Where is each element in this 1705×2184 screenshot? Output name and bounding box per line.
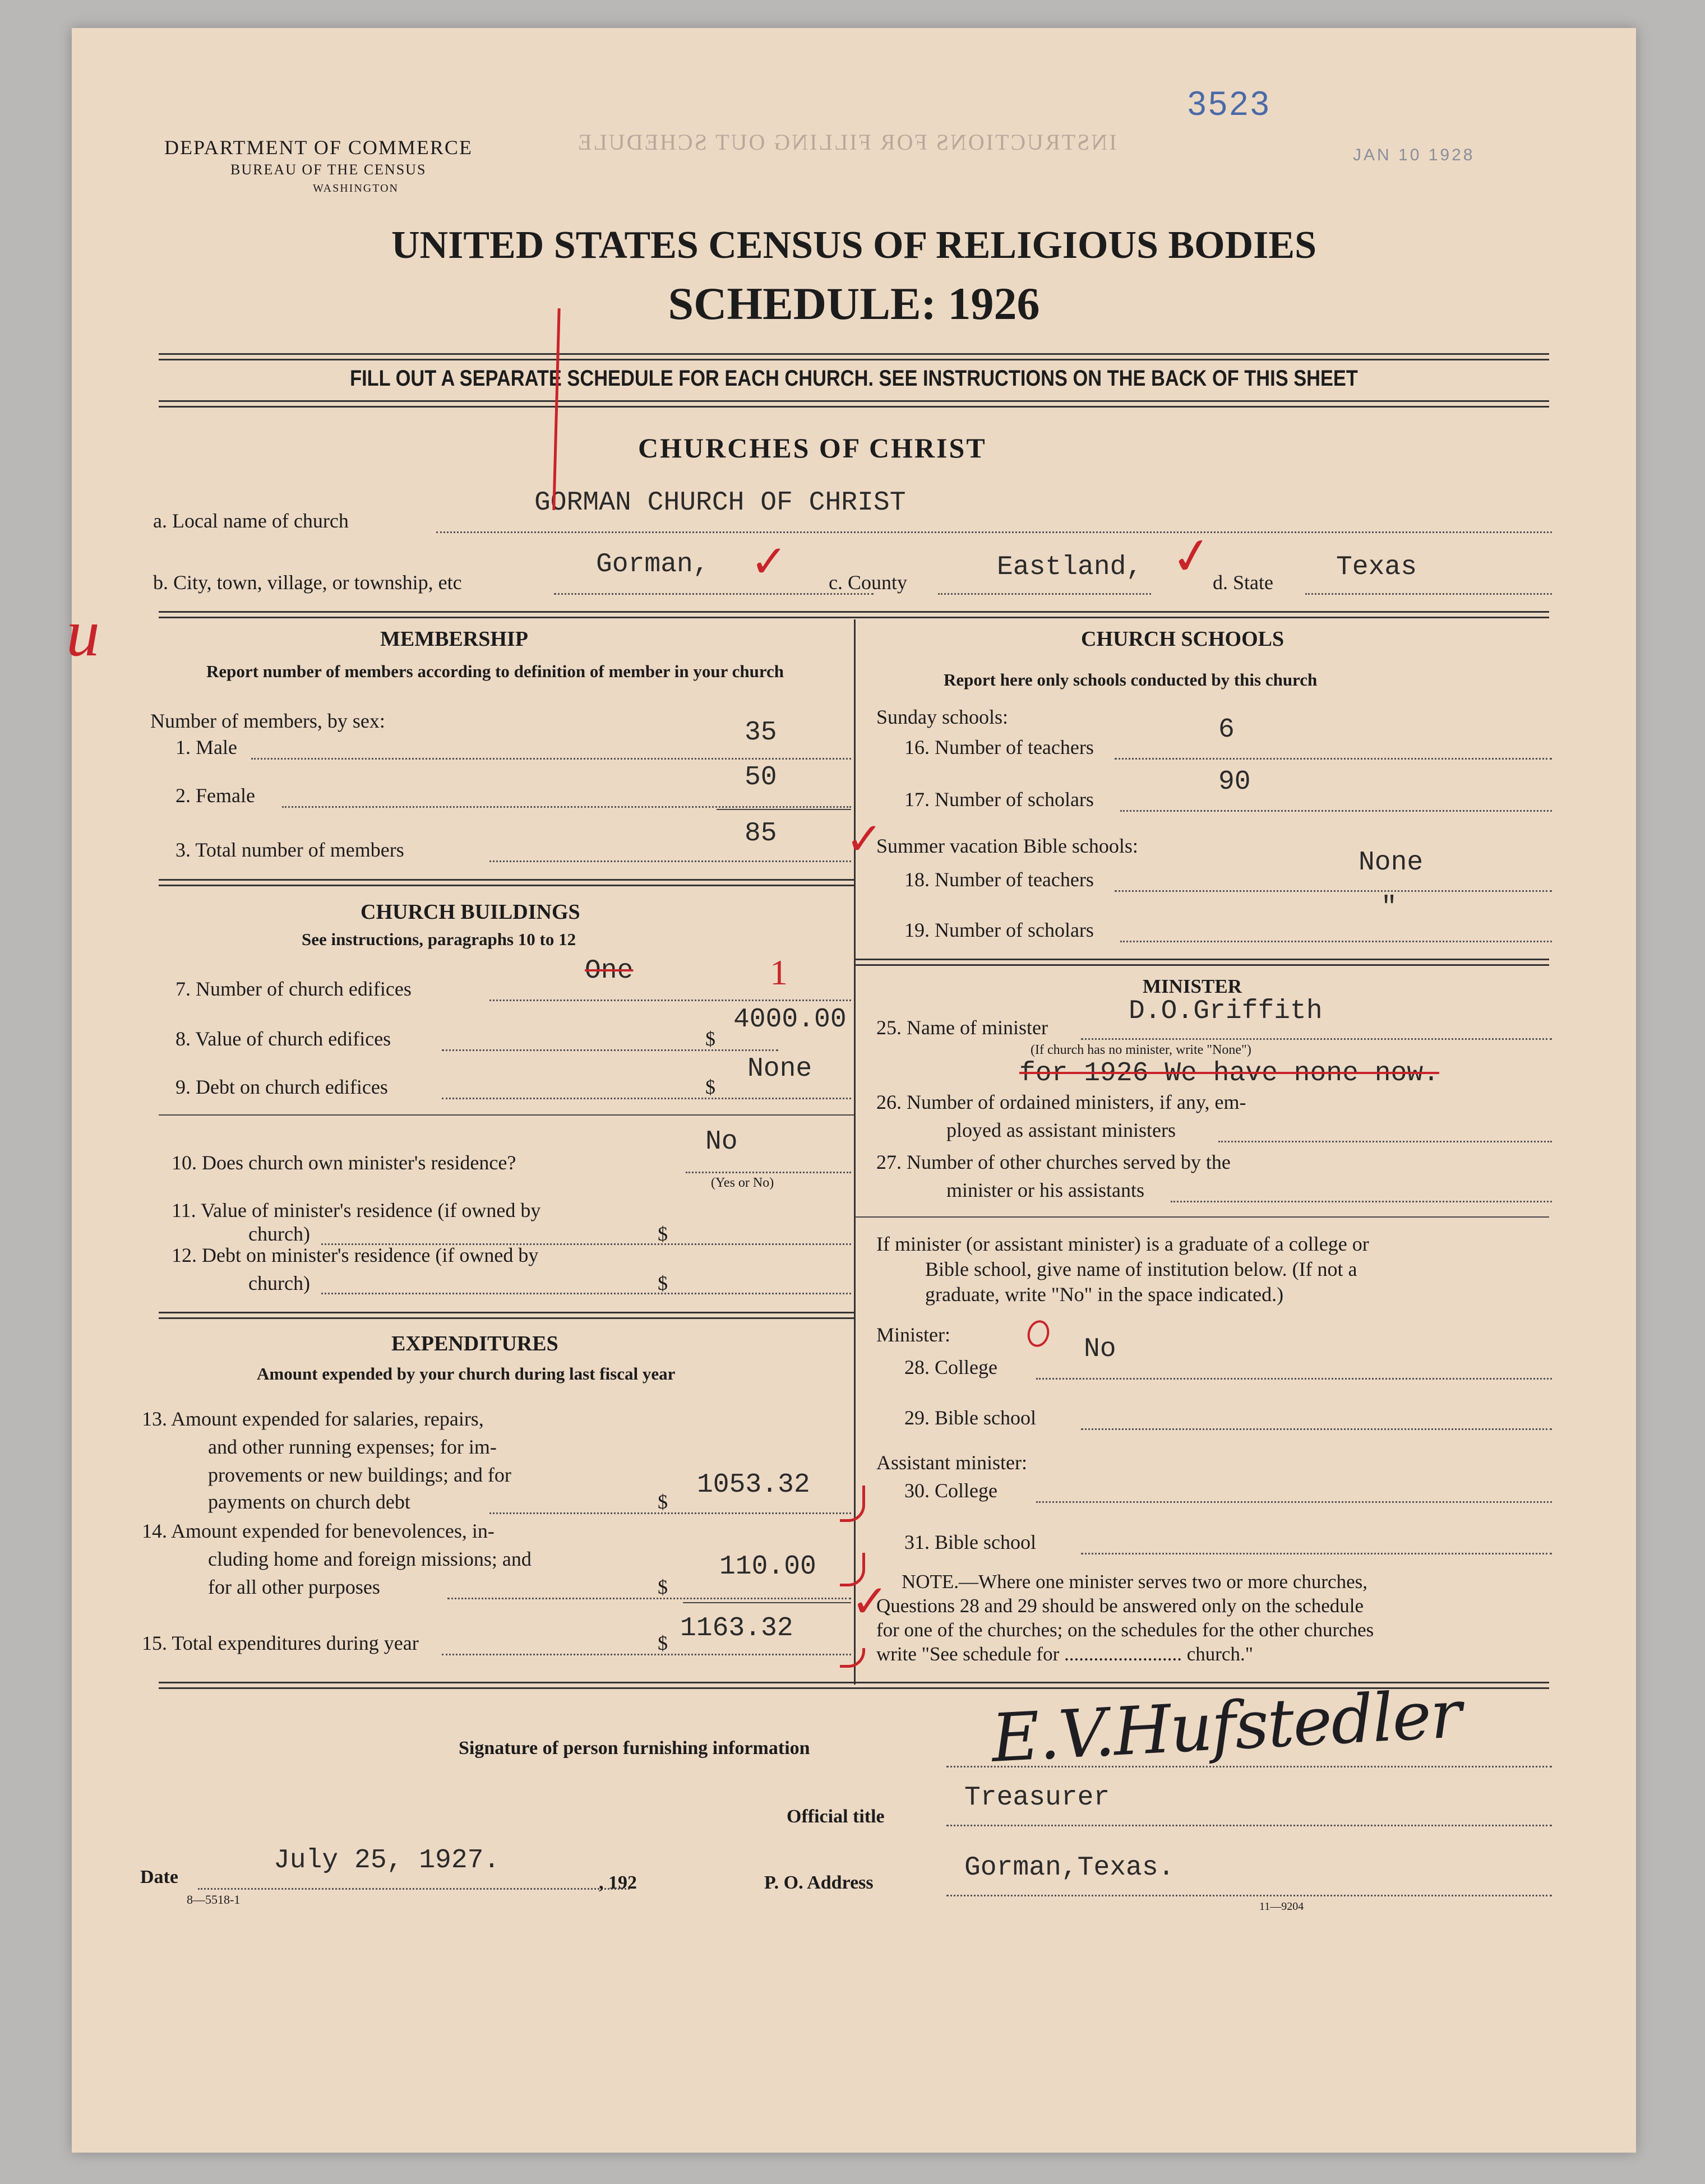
field-line [1036, 1378, 1552, 1380]
assistant-subheading: Assistant minister: [876, 1451, 1027, 1474]
rule [159, 879, 854, 881]
field-line [489, 860, 851, 862]
column-divider [854, 619, 856, 1685]
field-line [436, 531, 1552, 533]
q18-value[interactable]: None [1359, 848, 1424, 878]
note-text-cont: Questions 28 and 29 should be answered only on the schedule [876, 1595, 1364, 1617]
q14-value[interactable]: 110.00 [719, 1552, 816, 1582]
field-line [946, 1825, 1552, 1826]
q14-label: 14. Amount expended for benevolences, in- [142, 1520, 495, 1542]
male-value[interactable]: 35 [745, 718, 777, 748]
field-line [1115, 890, 1552, 892]
instructions-banner: FILL OUT A SEPARATE SCHEDULE FOR EACH CHURCH. SEE INSTRUCTIONS ON THE BACK OF THIS SHEET [350, 366, 1358, 391]
margin-mark: u [66, 595, 100, 670]
q14-label-cont: cluding home and foreign missions; and [208, 1548, 532, 1570]
local-name-value[interactable]: GORMAN CHURCH OF CHRIST [534, 488, 906, 518]
rule [159, 1114, 854, 1116]
dollar-sign: $ [705, 1076, 715, 1098]
signature-handwriting: E.V.Hufstedler [989, 1675, 1463, 1777]
official-title-value[interactable]: Treasurer [964, 1783, 1110, 1813]
field-line [1120, 810, 1552, 812]
rule [159, 1312, 854, 1313]
q19-label: 19. Number of scholars [904, 919, 1094, 941]
date-label: Date [140, 1867, 178, 1887]
field-line [1036, 1501, 1552, 1503]
q13-label: 13. Amount expended for salaries, repairs, [142, 1408, 484, 1430]
q10-label: 10. Does church own minister's residence? [172, 1151, 516, 1174]
field-line [554, 593, 874, 595]
official-title-label: Official title [787, 1806, 885, 1827]
local-name-label: a. Local name of church [153, 510, 349, 532]
field-line [251, 758, 851, 760]
q27-label: 27. Number of other churches served by the [876, 1151, 1231, 1173]
check-mark-icon: ✓ [750, 538, 788, 587]
graduate-note: If minister (or assistant minister) is a graduate of a college or [876, 1233, 1369, 1255]
dollar-sign: $ [658, 1632, 668, 1654]
q8-label: 8. Value of church edifices [175, 1028, 391, 1050]
dollar-sign: $ [658, 1491, 668, 1513]
q16-value[interactable]: 6 [1218, 715, 1235, 745]
received-date-stamp: JAN 10 1928 [1353, 146, 1475, 164]
field-line [686, 1172, 851, 1173]
field-line [489, 1512, 851, 1514]
note-text-cont: write "See schedule for ........................ church." [876, 1643, 1254, 1665]
q25-value[interactable]: D.O.Griffith [1129, 996, 1323, 1026]
field-line [489, 1000, 851, 1001]
schools-note: Report here only schools conducted by this church [944, 670, 1318, 690]
rule [856, 964, 1549, 966]
q28-label: 28. College [904, 1356, 997, 1378]
male-label: 1. Male [175, 736, 237, 758]
rule [159, 885, 854, 886]
field-line [198, 1888, 630, 1890]
field-line [1115, 758, 1552, 760]
rule [159, 611, 1549, 613]
field-line [282, 806, 851, 808]
form-subtitle: SCHEDULE: 1926 [668, 278, 1040, 329]
city-label: b. City, town, village, or township, etc [153, 571, 462, 594]
sum-rule [683, 1602, 851, 1603]
q29-label: 29. Bible school [904, 1406, 1036, 1429]
dollar-sign: $ [658, 1223, 668, 1245]
field-line [1218, 1141, 1552, 1142]
q7-value-struck[interactable]: One [585, 956, 634, 986]
schools-heading: CHURCH SCHOOLS [1081, 627, 1284, 651]
city-value[interactable]: Gorman, [596, 549, 709, 580]
form-code-right: 11—9204 [1259, 1900, 1304, 1913]
q17-value[interactable]: 90 [1218, 767, 1251, 797]
rule [159, 406, 1549, 408]
field-line [1081, 1553, 1552, 1554]
q25-hint: (If church has no minister, write "None") [1031, 1043, 1251, 1057]
field-line [442, 1049, 778, 1051]
rule [856, 959, 1549, 960]
q15-label: 15. Total expenditures during year [142, 1632, 419, 1654]
expenditures-heading: EXPENDITURES [391, 1332, 558, 1355]
field-line [1081, 1428, 1552, 1430]
total-members-label: 3. Total number of members [175, 839, 404, 861]
q12-label: 12. Debt on minister's residence (if owned by [172, 1244, 539, 1266]
signature-label: Signature of person furnishing information [459, 1738, 810, 1759]
field-line [321, 1293, 851, 1294]
field-line [442, 1098, 851, 1099]
dollar-sign: $ [658, 1576, 668, 1598]
bureau-name: BUREAU OF THE CENSUS [230, 161, 427, 178]
q28-value[interactable]: No [1084, 1334, 1116, 1364]
check-mark-icon: ✓ [845, 815, 884, 864]
q11-label: 11. Value of minister's residence (if owned by [172, 1199, 541, 1221]
q26-label-cont: ployed as assistant ministers [946, 1119, 1176, 1141]
minister-heading: MINISTER [1143, 975, 1242, 997]
field-line [1171, 1201, 1552, 1202]
department-name: DEPARTMENT OF COMMERCE [164, 136, 473, 159]
reverse-side-bleed-text: INSTRUCTIONS FOR FILLING OUT SCHEDULE [576, 129, 1117, 155]
red-bracket-mark [840, 1648, 865, 1668]
field-line [946, 1895, 1552, 1896]
q13-label-cont: and other running expenses; for im- [208, 1436, 497, 1458]
denomination-heading: CHURCHES OF CHRIST [638, 432, 987, 464]
q10-hint: (Yes or No) [711, 1176, 774, 1190]
q11-label-cont: church) [248, 1223, 310, 1245]
note-text-cont: for one of the churches; on the schedules for the other churches [876, 1619, 1374, 1641]
members-by-sex-label: Number of members, by sex: [150, 710, 385, 732]
q25-label: 25. Name of minister [876, 1016, 1048, 1039]
q18-label: 18. Number of teachers [904, 868, 1094, 891]
q31-label: 31. Bible school [904, 1531, 1036, 1553]
sum-rule [717, 809, 851, 810]
census-schedule-sheet [66, 28, 1636, 2153]
q7-label: 7. Number of church edifices [175, 978, 412, 1000]
q25-note[interactable]: for 1926-We have none now. [1019, 1058, 1439, 1089]
red-pencil-stroke [552, 308, 560, 510]
q19-value[interactable]: " [1381, 892, 1397, 923]
field-line [442, 1654, 851, 1655]
graduate-note-cont: graduate, write "No" in the space indicated.) [925, 1283, 1284, 1306]
q8-value[interactable]: 4000.00 [733, 1005, 847, 1035]
rule [159, 353, 1549, 355]
q26-label: 26. Number of ordained ministers, if any, em- [876, 1091, 1246, 1113]
minister-subheading: Minister: [876, 1324, 950, 1346]
q27-label-cont: minister or his assistants [946, 1179, 1144, 1201]
note-text: NOTE.—Where one minister serves two or more churches, [902, 1571, 1367, 1593]
q7-correction: 1 [770, 952, 788, 992]
document-number: 3523 [1188, 85, 1272, 122]
county-value[interactable]: Eastland, [997, 552, 1143, 582]
graduate-note-cont: Bible school, give name of institution below. (If not a [925, 1258, 1357, 1280]
rule [159, 1317, 854, 1319]
q14-label-cont: for all other purposes [208, 1576, 380, 1598]
expenditures-note: Amount expended by your church during last fiscal year [257, 1364, 676, 1383]
q9-value[interactable]: None [747, 1054, 812, 1084]
q13-value[interactable]: 1053.32 [697, 1470, 810, 1500]
membership-heading: MEMBERSHIP [380, 627, 528, 651]
summer-schools-label: Summer vacation Bible schools: [876, 835, 1138, 857]
date-value[interactable]: July 25, 1927. [274, 1845, 500, 1876]
rule [159, 400, 1549, 402]
check-mark-icon: ✓ [851, 1577, 889, 1627]
bureau-city: WASHINGTON [313, 182, 399, 195]
sunday-schools-label: Sunday schools: [876, 706, 1009, 728]
field-line [1305, 593, 1552, 595]
year-suffix: , 192 [599, 1872, 637, 1893]
q9-label: 9. Debt on church edifices [175, 1076, 388, 1098]
form-code-left: 8—5518-1 [187, 1893, 241, 1907]
field-line [1120, 941, 1552, 942]
female-label: 2. Female [175, 784, 255, 807]
total-members-value[interactable]: 85 [745, 818, 777, 849]
rule [159, 617, 1549, 618]
form-title: UNITED STATES CENSUS OF RELIGIOUS BODIES [391, 224, 1317, 267]
q13-label-cont: payments on church debt [208, 1491, 410, 1513]
q10-value[interactable]: No [705, 1127, 738, 1157]
field-line [447, 1598, 851, 1599]
q16-label: 16. Number of teachers [904, 736, 1094, 758]
dollar-sign: $ [658, 1272, 668, 1294]
buildings-heading: CHURCH BUILDINGS [361, 900, 580, 924]
red-circle-mark [1024, 1318, 1052, 1349]
buildings-note: See instructions, paragraphs 10 to 12 [302, 929, 576, 949]
state-value[interactable]: Texas [1336, 552, 1417, 582]
q12-label-cont: church) [248, 1272, 310, 1294]
q13-label-cont: provements or new buildings; and for [208, 1464, 511, 1486]
q17-label: 17. Number of scholars [904, 788, 1094, 811]
dollar-sign: $ [705, 1028, 715, 1050]
field-line [1081, 1038, 1552, 1040]
rule [856, 1216, 1549, 1218]
field-line [938, 593, 1151, 595]
female-value[interactable]: 50 [745, 762, 777, 793]
po-address-value[interactable]: Gorman,Texas. [964, 1853, 1175, 1883]
rule [159, 359, 1549, 360]
q30-label: 30. College [904, 1479, 997, 1502]
po-address-label: P. O. Address [764, 1872, 874, 1893]
membership-note: Report number of members according to definition of member in your church [206, 661, 784, 681]
county-label: c. County [829, 571, 907, 594]
state-label: d. State [1213, 571, 1273, 594]
q15-value[interactable]: 1163.32 [680, 1613, 793, 1644]
check-mark-icon: ✓ [1167, 526, 1217, 587]
red-bracket-mark [840, 1486, 865, 1522]
